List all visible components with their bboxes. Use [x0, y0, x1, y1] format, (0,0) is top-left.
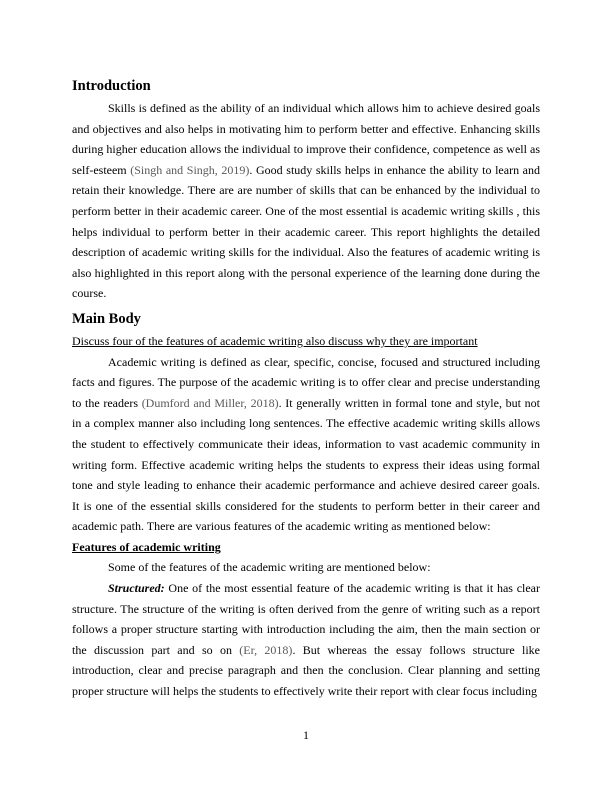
main-text-b: . It generally written in formal tone and style, but not in a complex manner also including long sentences. The effective academic writing skills allows the student to effectively communicate their ideas, information to vast academic community in writing form. Effective academic writing helps the students to express their ideas using formal tone and style leading to enhance their academic performance and achieve desired career goals. It is one of the essential skills considered for the students to perform better in their career and academic path. There are various features of the academic writing as mentioned below: [72, 395, 540, 534]
citation-dumford: (Dumford and Miller, 2018) [141, 395, 279, 410]
features-intro: Some of the features of the academic writing are mentioned below: [108, 560, 431, 575]
structured-label: Structured: [108, 581, 165, 596]
structured-paragraph [72, 578, 540, 702]
citation-er: (Er, 2018) [239, 642, 293, 657]
structured-text-a: One of the most essential feature of the academic writing is that it has clear structure. The structure of the writing is often derived from the genre of writing such as a report follows a proper structure starting with introduction including the aim, then the main section or the discussion part and so on [72, 581, 540, 657]
main-text-a: Academic writing is defined as clear, specific, concise, focused and structured including facts and figures. The purpose of the academic writing is to offer clear and precise understanding to the readers [72, 354, 540, 410]
intro-text-b: . Good study skills helps in enhance the ability to learn and retain their knowledge. There are are number of skills that can be enhanced by the individual to perform better in their academic career. One of the most essential is academic writing skills , this helps individual to perform better in their academic career. This report highlights the detailed description of academic writing skills for the individual. Also the features of academic writing is also highlighted in this report along with the personal experience of the learning done during the course. [72, 162, 540, 301]
assignment-question: Discuss four of the features of academic writing also discuss why they are important [72, 333, 478, 348]
page-number: 1 [303, 728, 309, 742]
document-page [72, 76, 540, 702]
academic-writing-paragraph [72, 352, 540, 537]
introduction-heading: Introduction [72, 78, 151, 94]
features-heading: Features of academic writing [72, 539, 221, 554]
structured-text-b: . But whereas the essay follows structure like introduction, clear and precise paragraph and then the conclusion. Clear planning and setting proper structure will helps the students to effectively write their report with clear focus including [72, 642, 540, 699]
citation-singh: (Singh and Singh, 2019) [130, 162, 250, 177]
main-body-heading: Main Body [72, 310, 141, 327]
intro-text-a: Skills is defined as the ability of an individual which allows him to achieve desired goals and objectives and also helps in motivating him to perform better and effective. Enhancing skills during higher education allows the individual to improve their confidence, competence as well as self-esteem [72, 101, 540, 177]
introduction-paragraph [72, 98, 540, 304]
